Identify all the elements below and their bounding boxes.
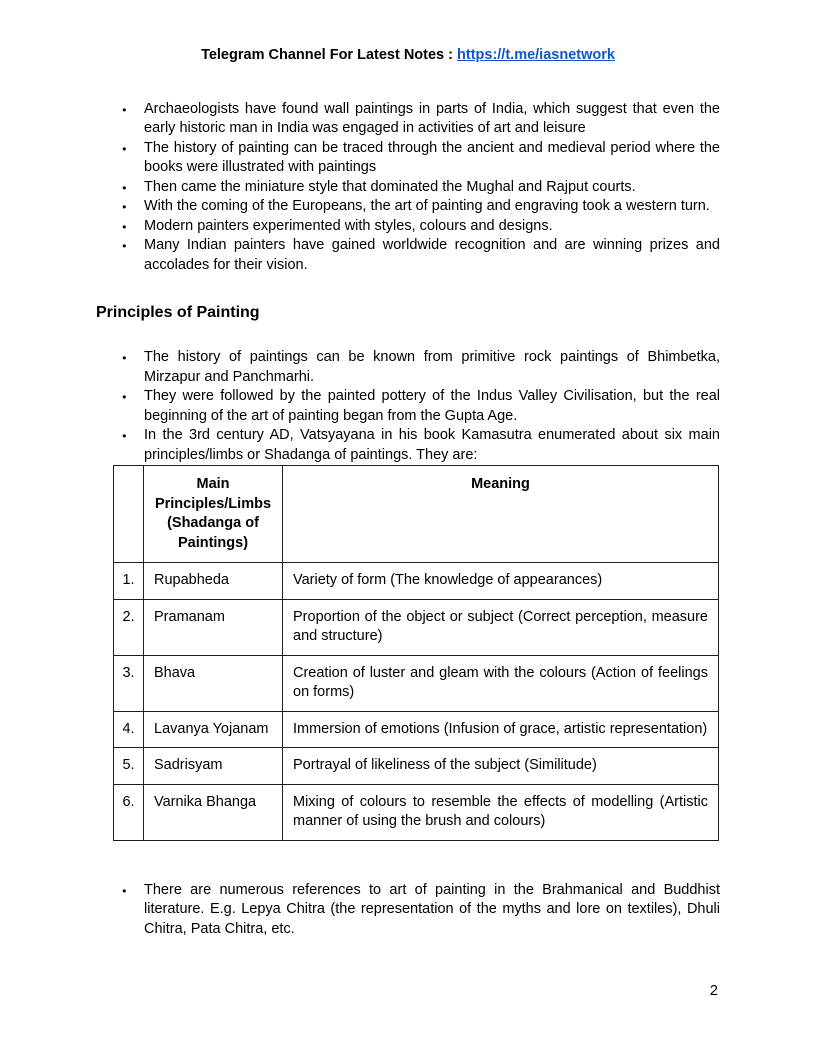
shadanga-table xyxy=(113,465,719,841)
telegram-link[interactable]: https://t.me/iasnetwork xyxy=(457,47,615,63)
principles-bullet-list xyxy=(96,348,720,465)
list-item-text: The history of paintings can be known from primitive rock paintings of Bhimbetka, Mirzapur and Panchmarhi. xyxy=(144,349,720,385)
list-item-text: Then came the miniature style that dominated the Mughal and Rajput courts. xyxy=(144,178,636,195)
list-item xyxy=(96,197,720,217)
table-header-row xyxy=(114,466,719,563)
page-number: 2 xyxy=(709,983,718,999)
bullet-icon: ● xyxy=(122,885,127,895)
table-row xyxy=(114,655,719,711)
doc-header-text: Telegram Channel For Latest Notes : xyxy=(201,47,458,63)
meaning-cell: Immersion of emotions (Infusion of grace, artistic representation) xyxy=(283,711,719,748)
list-item-text: Archaeologists have found wall paintings in parts of India, which suggest that even the early historic man in India was engaged in activities of art and leisure xyxy=(144,100,720,136)
bullet-icon: ● xyxy=(122,104,127,114)
bullet-icon: ● xyxy=(122,182,127,192)
principle-cell: Lavanya Yojanam xyxy=(144,711,283,748)
section-heading: Principles of Painting xyxy=(96,304,260,321)
list-item xyxy=(96,426,720,465)
list-item xyxy=(96,387,720,426)
row-number: 1. xyxy=(114,563,144,600)
meaning-cell: Mixing of colours to resemble the effects of modelling (Artistic manner of using the brush and colours) xyxy=(283,784,719,840)
list-item-text: Modern painters experimented with styles, colours and designs. xyxy=(144,217,553,234)
list-item xyxy=(96,178,720,198)
list-item xyxy=(96,236,720,275)
row-number: 6. xyxy=(114,784,144,840)
list-item-text: Many Indian painters have gained worldwide recognition and are winning prizes and accolades for their vision. xyxy=(144,237,720,273)
list-item xyxy=(96,100,720,139)
list-item-text: In the 3rd century AD, Vatsyayana in his book Kamasutra enumerated about six main principles/limbs or Shadanga of paintings. They are: xyxy=(144,427,720,463)
doc-header xyxy=(96,46,720,66)
meaning-cell: Variety of form (The knowledge of appearances) xyxy=(283,563,719,600)
meaning-cell: Creation of luster and gleam with the colours (Action of feelings on forms) xyxy=(283,655,719,711)
bullet-icon: ● xyxy=(122,143,127,153)
list-item-text: With the coming of the Europeans, the art of painting and engraving took a western turn. xyxy=(144,198,710,214)
intro-bullet-list xyxy=(96,100,720,276)
list-item xyxy=(96,139,720,178)
table-row xyxy=(114,599,719,655)
table-row xyxy=(114,711,719,748)
row-number: 3. xyxy=(114,655,144,711)
list-item-text: There are numerous references to art of painting in the Brahmanical and Buddhist literature. E.g. Lepya Chitra (the representation of the myths and lore on textiles), Dhuli Chitra, Pata Chitra, etc. xyxy=(144,881,720,937)
row-number: 4. xyxy=(114,711,144,748)
bullet-icon: ● xyxy=(122,202,127,211)
bullet-icon: ● xyxy=(122,353,127,362)
row-number: 2. xyxy=(114,599,144,655)
meaning-cell: Portrayal of likeliness of the subject (Similitude) xyxy=(283,748,719,785)
principle-cell: Bhava xyxy=(144,655,283,711)
list-item xyxy=(96,217,720,237)
meaning-cell: Proportion of the object or subject (Correct perception, measure and structure) xyxy=(283,599,719,655)
closing-bullet-list xyxy=(96,881,720,940)
table-row xyxy=(114,748,719,785)
column-header-number xyxy=(114,466,144,563)
list-item-text: They were followed by the painted pottery of the Indus Valley Civilisation, but the real beginning of the art of painting began from the Gupta Age. xyxy=(144,388,720,424)
list-item xyxy=(96,348,720,387)
column-header-meaning: Meaning xyxy=(283,466,719,563)
principle-cell: Varnika Bhanga xyxy=(144,784,283,840)
column-header-principles: Main Principles/Limbs (Shadanga of Paintings) xyxy=(144,466,283,563)
table-row xyxy=(114,784,719,840)
table-row xyxy=(114,563,719,600)
principle-cell: Pramanam xyxy=(144,599,283,655)
principle-cell: Sadrisyam xyxy=(144,748,283,785)
row-number: 5. xyxy=(114,748,144,785)
principle-cell: Rupabheda xyxy=(144,563,283,600)
bullet-icon: ● xyxy=(122,221,127,231)
list-item xyxy=(96,881,720,940)
list-item-text: The history of painting can be traced through the ancient and medieval period where the books were illustrated with paintings xyxy=(144,139,720,175)
bullet-icon: ● xyxy=(122,431,127,440)
bullet-icon: ● xyxy=(122,241,127,250)
bullet-icon: ● xyxy=(122,392,127,401)
